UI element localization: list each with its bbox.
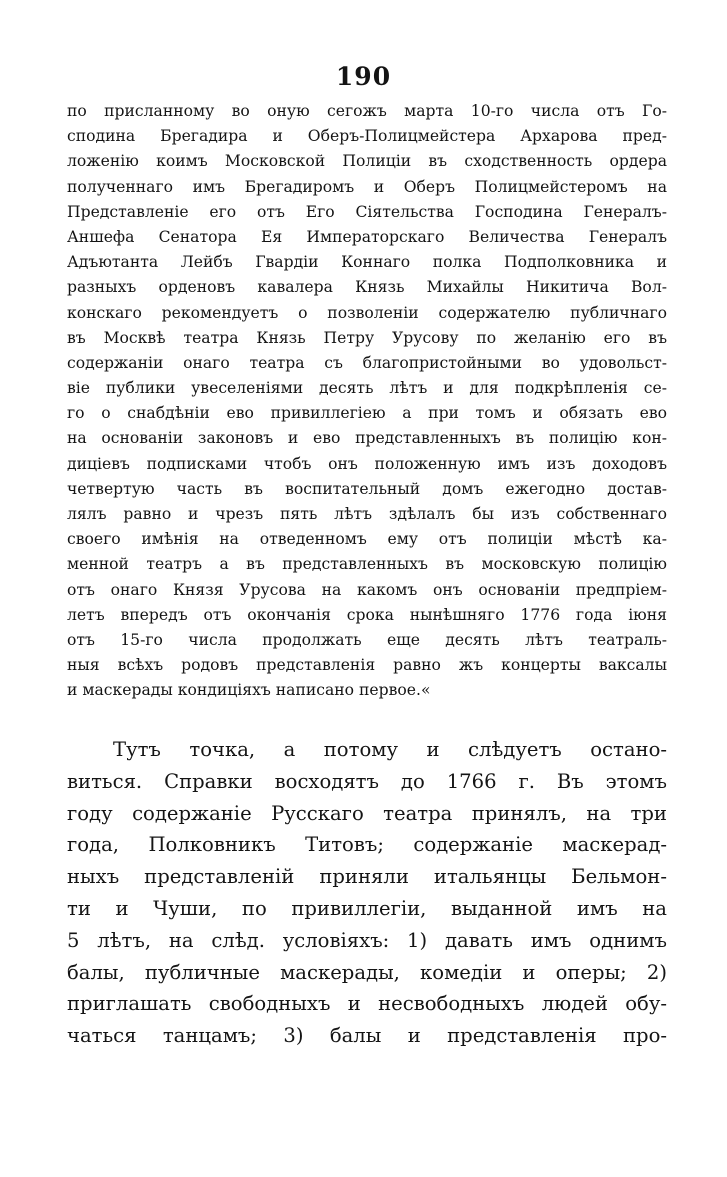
quote-line: разныхъ орденовъ кавалера Князь Михайлы Никитича Вол- bbox=[67, 278, 667, 297]
quote-line: ныя всѣхъ родовъ представленія равно жъ концерты ваксалы bbox=[67, 656, 667, 675]
quote-line: конскаго рекомендуетъ о позволеніи содержателю публичнаго bbox=[67, 303, 667, 322]
quote-line: Представленіе его отъ Его Сіятельства Господина Генералъ- bbox=[67, 202, 667, 221]
quote-line: полученнаго имъ Брегадиромъ и Оберъ Полицмейстеромъ на bbox=[67, 177, 667, 196]
body-line: виться. Справки восходятъ до 1766 г. Въ этомъ bbox=[67, 769, 667, 793]
quote-line: по присланному во оную сегожъ марта 10-го числа отъ Го- bbox=[67, 102, 667, 120]
quote-line: віе публики увеселеніями десять лѣтъ и для подкрѣпленія се- bbox=[67, 379, 667, 398]
quote-line: го о снабдѣніи ево привиллегіею а при томъ и обязать ево bbox=[67, 404, 667, 423]
quote-line: содержаніи онаго театра съ благопристойными во удовольст- bbox=[67, 353, 667, 372]
page-number: 190 bbox=[335, 62, 392, 91]
quote-line: на основаніи законовъ и ево представленныхъ въ полицію кон- bbox=[67, 429, 667, 448]
quote-line: ложенію коимъ Московской Полиціи въ сходственность ордера bbox=[67, 152, 667, 171]
quote-line: отъ 15-го числа продолжать еще десять лѣтъ театраль- bbox=[67, 630, 667, 649]
quote-line: лялъ равно и чрезъ пять лѣтъ здѣлалъ бы изъ собственнаго bbox=[67, 505, 667, 523]
quote-line: и маскерады кондиціяхъ написано первое.« bbox=[67, 681, 431, 700]
quote-line: четвертую часть въ воспитательный домъ ежегодно достав- bbox=[67, 479, 667, 498]
body-line: году содержаніе Русскаго театра принялъ, на три bbox=[67, 801, 667, 825]
body-paragraph bbox=[67, 734, 667, 1052]
quote-line: Аншефа Сенатора Ея Императорскаго Величества Генералъ bbox=[67, 227, 667, 246]
quote-line: летъ впередъ отъ окончанія срока нынѣшняго 1776 года іюня bbox=[67, 605, 667, 624]
body-line: ти и Чуши, по привиллегіи, выданной имъ на bbox=[67, 896, 667, 920]
body-line: балы, публичные маскерады, комедіи и оперы; 2) bbox=[67, 960, 667, 984]
quote-line: сподина Брегадира и Оберъ-Полицмейстера Архарова пред- bbox=[67, 127, 667, 146]
body-line: Тутъ точка, а потому и слѣдуетъ остано- bbox=[113, 738, 667, 761]
body-line: чаться танцамъ; 3) балы и представленія про- bbox=[67, 1024, 667, 1048]
body-line: года, Полковникъ Титовъ; содержаніе маскерад- bbox=[67, 833, 667, 857]
quoted-document-text bbox=[67, 99, 667, 704]
quote-line: Адъютанта Лейбъ Гвардіи Коннаго полка Подполковника и bbox=[67, 253, 667, 272]
quote-line: отъ онаго Князя Урусова на какомъ онъ основаніи предпріем- bbox=[67, 580, 667, 599]
quote-line: своего имѣнія на отведенномъ ему отъ полиціи мѣстѣ ка- bbox=[67, 530, 667, 549]
body-line: 5 лѣтъ, на слѣд. условіяхъ: 1) давать имъ однимъ bbox=[67, 928, 667, 952]
quote-line: въ Москвѣ театра Князь Петру Урусову по желанію его въ bbox=[67, 328, 667, 347]
quote-line: менной театръ а въ представленныхъ въ московскую полицію bbox=[67, 555, 667, 574]
quote-line: диціевъ подписками чтобъ онъ положенную имъ изъ доходовъ bbox=[67, 454, 667, 473]
body-line: приглашать свободныхъ и несвободныхъ людей обу- bbox=[67, 992, 667, 1016]
body-line: ныхъ представленій приняли итальянцы Бельмон- bbox=[67, 865, 667, 889]
